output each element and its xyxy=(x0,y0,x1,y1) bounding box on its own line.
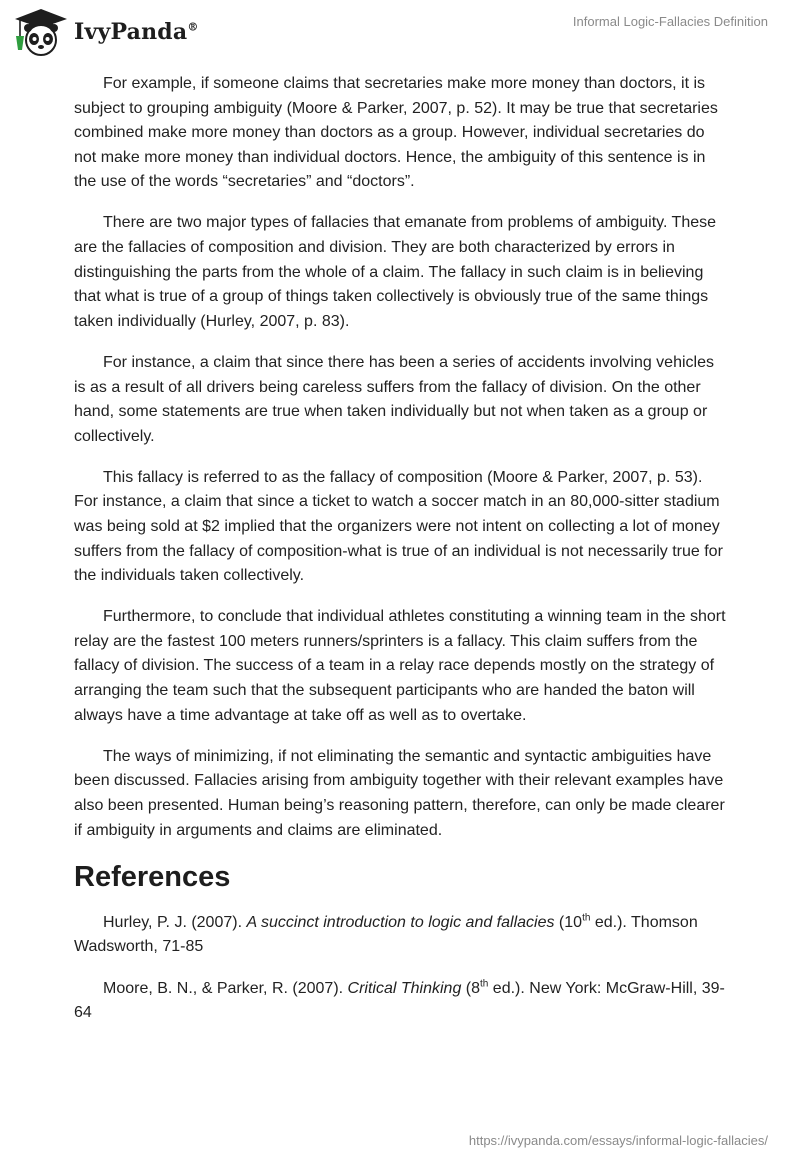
page-header xyxy=(0,0,800,62)
brand-name: IvyPanda® xyxy=(74,19,199,45)
reference-item: Hurley, P. J. (2007). A succinct introduction to logic and fallacies (10th ed.). Thomson Wadsworth, 71-85 xyxy=(74,912,698,956)
paragraph: For example, if someone claims that secretaries make more money than doctors, it is subject to grouping ambiguity (Moore & Parker, 2007, p. 52). It may be true that secretaries combined make more money than doctors as a group. However, individual secretaries do not make more money than individual doctors. Hence, the ambiguity of this sentence is in the use of the words “secretaries” and “doctors”. xyxy=(74,75,718,191)
ivypanda-logo[interactable] xyxy=(12,6,199,58)
source-url-link[interactable]: https://ivypanda.com/essays/informal-logic-fallacies/ xyxy=(468,1133,768,1148)
paragraph: The ways of minimizing, if not eliminating the semantic and syntactic ambiguities have been discussed. Fallacies arising from ambiguity together with their relevant examples have also been presented. Human being’s reasoning pattern, therefore, can only be made clearer if ambiguity in arguments and claims are eliminated. xyxy=(74,747,725,839)
essay-content xyxy=(74,72,726,1043)
paragraph: There are two major types of fallacies that emanate from problems of ambiguity. These are the fallacies of composition and division. They are both characterized by errors in distinguishing the parts from the whole of a claim. The fallacy in such claim is in believing that what is true of a group of things taken collectively is obviously true of the same things taken individually (Hurley, 2007, p. 83). xyxy=(74,214,717,330)
panda-graduate-icon xyxy=(12,6,70,58)
reference-item: Moore, B. N., & Parker, R. (2007). Critical Thinking (8th ed.). New York: McGraw-Hill, 39-64 xyxy=(74,978,725,1022)
references-heading: References xyxy=(74,860,231,893)
paragraph: This fallacy is referred to as the fallacy of composition (Moore & Parker, 2007, p. 53). For instance, a claim that since a ticket to watch a soccer match in an 80,000-sitter stadium was being sold at $2 implied that the organizers were not intent on collecting a lot of money suffers from the fallacy of composition-what is true of an individual is not necessarily true for the individuals taken collectively. xyxy=(74,468,723,585)
document-title: Informal Logic-Fallacies Definition xyxy=(572,14,768,29)
paragraph: For instance, a claim that since there has been a series of accidents involving vehicles is as a result of all drivers being careless suffers from the fallacy of division. On the other hand, some statements are true when taken individually but not when taken as a group or collectively. xyxy=(74,353,714,445)
paragraph: Furthermore, to conclude that individual athletes constituting a winning team in the short relay are the fastest 100 meters runners/sprinters is a fallacy. This claim suffers from the fallacy of division. The success of a team in a relay race depends mostly on the strategy of arranging the team such that the subsequent participants who are handed the baton will always have a time advantage at take off as well as to overtake. xyxy=(74,608,726,724)
